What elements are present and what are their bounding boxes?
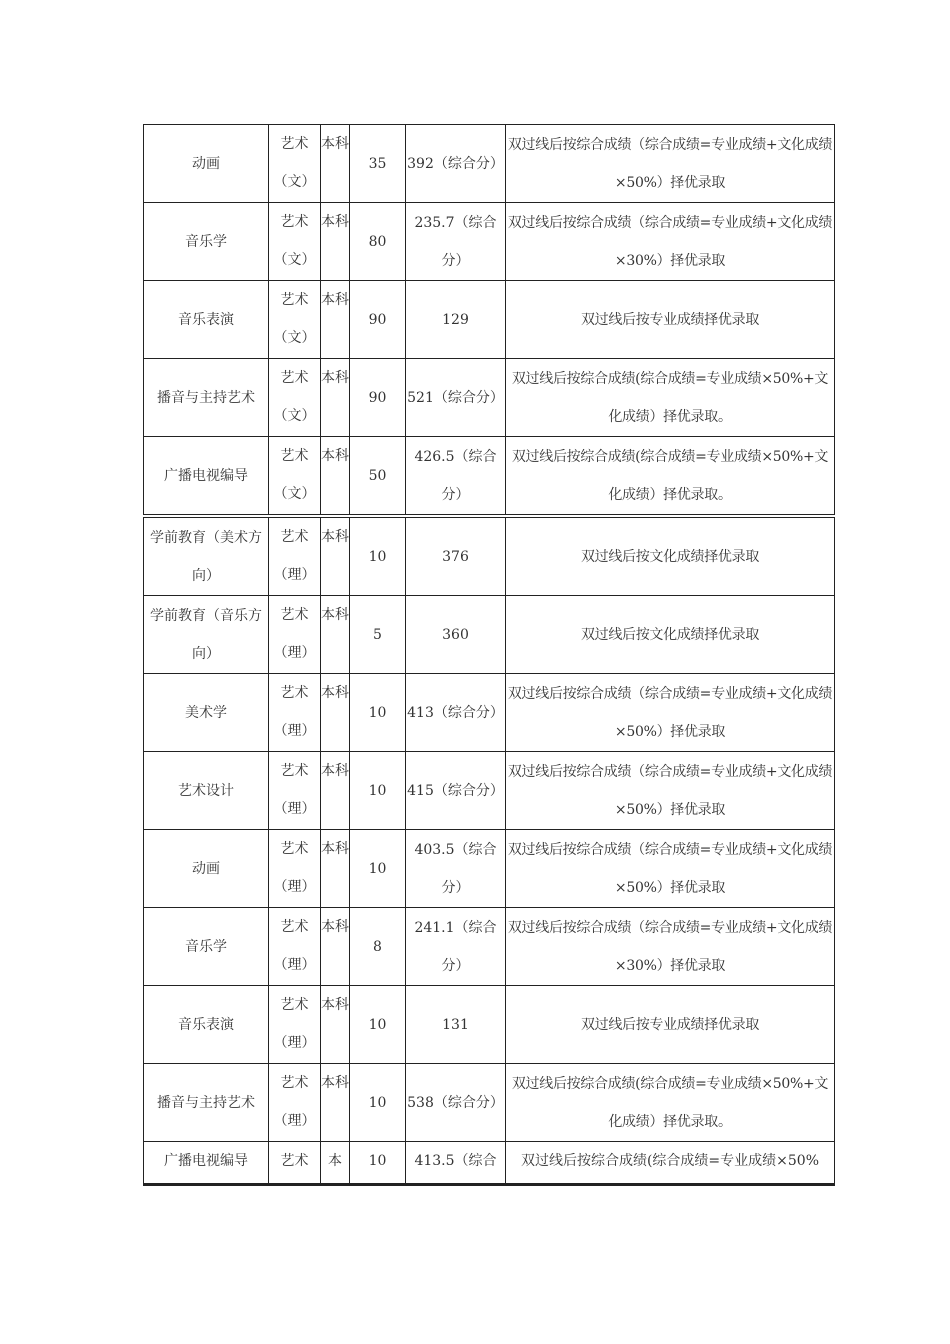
plan-count-cell: 35 <box>350 125 406 203</box>
major-cell: 学前教育（美术方向） <box>144 516 269 596</box>
plan-count-cell: 10 <box>350 830 406 908</box>
admission-table <box>143 124 835 1186</box>
table-row <box>144 908 835 986</box>
min-score-cell: 235.7（综合分） <box>406 203 506 281</box>
category-cell: 艺术（理） <box>269 830 321 908</box>
plan-count-cell: 8 <box>350 908 406 986</box>
plan-count-cell: 90 <box>350 281 406 359</box>
major-cell: 音乐表演 <box>144 281 269 359</box>
admission-rule-cell: 双过线后按文化成绩择优录取 <box>506 516 835 596</box>
admission-rule-cell: 双过线后按综合成绩(综合成绩=专业成绩×50%+文化成绩）择优录取。 <box>506 359 835 437</box>
major-cell: 艺术设计 <box>144 752 269 830</box>
major-cell: 音乐学 <box>144 203 269 281</box>
category-cell: 艺术（文） <box>269 437 321 517</box>
plan-count-cell: 10 <box>350 1142 406 1185</box>
category-cell: 艺术 <box>269 1142 321 1185</box>
major-cell: 美术学 <box>144 674 269 752</box>
level-cell: 本科 <box>321 908 350 986</box>
category-cell: 艺术（文） <box>269 359 321 437</box>
level-cell: 本科 <box>321 437 350 517</box>
table-row <box>144 1142 835 1185</box>
level-cell: 本科 <box>321 516 350 596</box>
table-row <box>144 1064 835 1142</box>
min-score-cell: 538（综合分） <box>406 1064 506 1142</box>
plan-count-cell: 10 <box>350 752 406 830</box>
table-row <box>144 752 835 830</box>
level-cell: 本科 <box>321 752 350 830</box>
level-cell: 本科 <box>321 359 350 437</box>
admission-rule-cell: 双过线后按综合成绩（综合成绩=专业成绩+文化成绩×50%）择优录取 <box>506 674 835 752</box>
admission-rule-cell: 双过线后按文化成绩择优录取 <box>506 596 835 674</box>
plan-count-cell: 5 <box>350 596 406 674</box>
table-row <box>144 674 835 752</box>
admission-rule-cell: 双过线后按专业成绩择优录取 <box>506 986 835 1064</box>
admission-rule-cell: 双过线后按专业成绩择优录取 <box>506 281 835 359</box>
admission-rule-cell: 双过线后按综合成绩(综合成绩=专业成绩×50%+文化成绩）择优录取。 <box>506 1064 835 1142</box>
table-row <box>144 359 835 437</box>
category-cell: 艺术（理） <box>269 596 321 674</box>
category-cell: 艺术（文） <box>269 281 321 359</box>
admission-rule-cell: 双过线后按综合成绩(综合成绩=专业成绩×50%+文化成绩）择优录取。 <box>506 437 835 517</box>
min-score-cell: 403.5（综合分） <box>406 830 506 908</box>
admission-rule-cell: 双过线后按综合成绩(综合成绩=专业成绩×50% <box>506 1142 835 1185</box>
admission-rule-cell: 双过线后按综合成绩（综合成绩=专业成绩+文化成绩×30%）择优录取 <box>506 203 835 281</box>
table-body <box>144 125 835 1185</box>
plan-count-cell: 10 <box>350 516 406 596</box>
plan-count-cell: 10 <box>350 1064 406 1142</box>
major-cell: 音乐表演 <box>144 986 269 1064</box>
category-cell: 艺术（文） <box>269 125 321 203</box>
major-cell: 动画 <box>144 125 269 203</box>
category-cell: 艺术（理） <box>269 516 321 596</box>
plan-count-cell: 10 <box>350 986 406 1064</box>
table-row <box>144 516 835 596</box>
plan-count-cell: 10 <box>350 674 406 752</box>
major-cell: 学前教育（音乐方向） <box>144 596 269 674</box>
min-score-cell: 426.5（综合分） <box>406 437 506 517</box>
min-score-cell: 129 <box>406 281 506 359</box>
min-score-cell: 415（综合分） <box>406 752 506 830</box>
min-score-cell: 360 <box>406 596 506 674</box>
major-cell: 广播电视编导 <box>144 1142 269 1185</box>
category-cell: 艺术（理） <box>269 752 321 830</box>
level-cell: 本 <box>321 1142 350 1185</box>
min-score-cell: 413.5（综合 <box>406 1142 506 1185</box>
category-cell: 艺术（理） <box>269 986 321 1064</box>
major-cell: 播音与主持艺术 <box>144 1064 269 1142</box>
major-cell: 播音与主持艺术 <box>144 359 269 437</box>
major-cell: 动画 <box>144 830 269 908</box>
category-cell: 艺术（理） <box>269 1064 321 1142</box>
table-row <box>144 596 835 674</box>
table-row <box>144 125 835 203</box>
min-score-cell: 376 <box>406 516 506 596</box>
min-score-cell: 131 <box>406 986 506 1064</box>
admission-rule-cell: 双过线后按综合成绩（综合成绩=专业成绩+文化成绩×50%）择优录取 <box>506 830 835 908</box>
major-cell: 广播电视编导 <box>144 437 269 517</box>
admission-rule-cell: 双过线后按综合成绩（综合成绩=专业成绩+文化成绩×50%）择优录取 <box>506 752 835 830</box>
plan-count-cell: 80 <box>350 203 406 281</box>
table-row <box>144 281 835 359</box>
admission-rule-cell: 双过线后按综合成绩（综合成绩=专业成绩+文化成绩×30%）择优录取 <box>506 908 835 986</box>
plan-count-cell: 50 <box>350 437 406 517</box>
level-cell: 本科 <box>321 203 350 281</box>
level-cell: 本科 <box>321 1064 350 1142</box>
table-row <box>144 986 835 1064</box>
min-score-cell: 413（综合分） <box>406 674 506 752</box>
category-cell: 艺术（理） <box>269 908 321 986</box>
level-cell: 本科 <box>321 830 350 908</box>
level-cell: 本科 <box>321 674 350 752</box>
table-row <box>144 437 835 517</box>
level-cell: 本科 <box>321 125 350 203</box>
plan-count-cell: 90 <box>350 359 406 437</box>
table-row <box>144 203 835 281</box>
min-score-cell: 521（综合分） <box>406 359 506 437</box>
level-cell: 本科 <box>321 596 350 674</box>
min-score-cell: 392（综合分） <box>406 125 506 203</box>
min-score-cell: 241.1（综合分） <box>406 908 506 986</box>
table-row <box>144 830 835 908</box>
admission-rule-cell: 双过线后按综合成绩（综合成绩=专业成绩+文化成绩×50%）择优录取 <box>506 125 835 203</box>
category-cell: 艺术（理） <box>269 674 321 752</box>
level-cell: 本科 <box>321 281 350 359</box>
major-cell: 音乐学 <box>144 908 269 986</box>
level-cell: 本科 <box>321 986 350 1064</box>
category-cell: 艺术（文） <box>269 203 321 281</box>
